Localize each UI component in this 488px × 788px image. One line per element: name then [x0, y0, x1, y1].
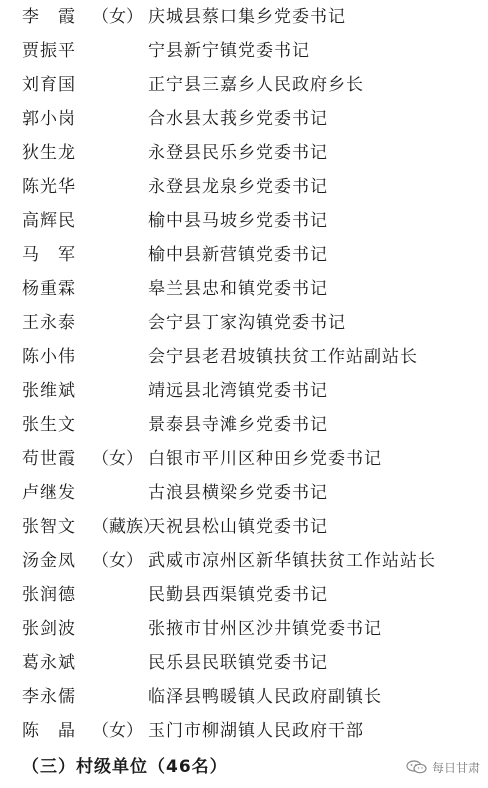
- list-item: [0, 374, 488, 408]
- list-item: [0, 442, 488, 476]
- watermark: [406, 756, 480, 778]
- person-name: 贾振平: [22, 41, 76, 61]
- position-title: 景泰县寺滩乡党委书记: [148, 415, 328, 435]
- person-name: 张维斌: [22, 381, 76, 401]
- list-item: [0, 680, 488, 714]
- person-note: （女）: [92, 449, 143, 469]
- list-item: [0, 476, 488, 510]
- list-item: [0, 340, 488, 374]
- section-heading: （三）村级单位（46名）: [22, 757, 228, 777]
- person-name: 张生文: [22, 415, 76, 435]
- position-title: 临泽县鸭暖镇人民政府副镇长: [148, 687, 382, 707]
- person-note: （女）: [92, 721, 143, 741]
- person-name: 杨重霖: [22, 279, 76, 299]
- position-title: 白银市平川区种田乡党委书记: [148, 449, 382, 469]
- position-title: 合水县太莪乡党委书记: [148, 109, 328, 129]
- person-name: 葛永斌: [22, 653, 76, 673]
- person-name: 陈光华: [22, 177, 76, 197]
- person-name: 狄生龙: [22, 143, 76, 163]
- list-item: [0, 544, 488, 578]
- person-name: 苟世霞: [22, 449, 76, 469]
- person-name: 张剑波: [22, 619, 76, 639]
- list-item: [0, 646, 488, 680]
- person-name: 陈 晶: [22, 721, 76, 741]
- position-title: 永登县民乐乡党委书记: [148, 143, 328, 163]
- person-name: 卢继发: [22, 483, 76, 503]
- list-item: [0, 238, 488, 272]
- position-title: 民勤县西渠镇党委书记: [148, 585, 328, 605]
- person-name: 郭小岗: [22, 109, 76, 129]
- list-item: [0, 306, 488, 340]
- person-name: 张智文: [22, 517, 76, 537]
- person-name: 马 军: [22, 245, 76, 265]
- watermark-text: 每日甘肃: [431, 760, 480, 775]
- person-note: （藏族）: [92, 517, 160, 537]
- list-item: [0, 510, 488, 544]
- person-name: 高辉民: [22, 211, 76, 231]
- position-title: 张掖市甘州区沙井镇党委书记: [148, 619, 382, 639]
- position-title: 永登县龙泉乡党委书记: [148, 177, 328, 197]
- position-title: 武威市凉州区新华镇扶贫工作站站长: [148, 551, 436, 571]
- position-title: 皋兰县忠和镇党委书记: [148, 279, 328, 299]
- position-title: 会宁县丁家沟镇党委书记: [148, 313, 346, 333]
- list-item: [0, 408, 488, 442]
- position-title: 玉门市柳湖镇人民政府干部: [148, 721, 364, 741]
- person-note: （女）: [92, 7, 143, 27]
- list-item: [0, 714, 488, 748]
- position-title: 会宁县老君坡镇扶贫工作站副站长: [148, 347, 418, 367]
- person-name: 张润德: [22, 585, 76, 605]
- person-note: （女）: [92, 551, 143, 571]
- person-name: 陈小伟: [22, 347, 76, 367]
- list-item: [0, 272, 488, 306]
- list-item: [0, 102, 488, 136]
- position-title: 庆城县蔡口集乡党委书记: [148, 7, 346, 27]
- list-item: [0, 0, 488, 34]
- list-item: [0, 136, 488, 170]
- list-item: [0, 34, 488, 68]
- list-item: [0, 170, 488, 204]
- position-title: 靖远县北湾镇党委书记: [148, 381, 328, 401]
- position-title: 正宁县三嘉乡人民政府乡长: [148, 75, 364, 95]
- list-item: [0, 204, 488, 238]
- person-name: 王永泰: [22, 313, 76, 333]
- list-item: [0, 578, 488, 612]
- list-item: [0, 68, 488, 102]
- position-title: 榆中县新营镇党委书记: [148, 245, 328, 265]
- position-title: 宁县新宁镇党委书记: [148, 41, 310, 61]
- person-name: 李 霞: [22, 7, 76, 27]
- person-name: 李永儒: [22, 687, 76, 707]
- position-title: 民乐县民联镇党委书记: [148, 653, 328, 673]
- position-title: 天祝县松山镇党委书记: [148, 517, 328, 537]
- position-title: 榆中县马坡乡党委书记: [148, 211, 328, 231]
- position-title: 古浪县横梁乡党委书记: [148, 483, 328, 503]
- list-item: [0, 612, 488, 646]
- person-name: 刘育国: [22, 75, 76, 95]
- wechat-icon: [406, 760, 428, 774]
- person-name: 汤金凤: [22, 551, 76, 571]
